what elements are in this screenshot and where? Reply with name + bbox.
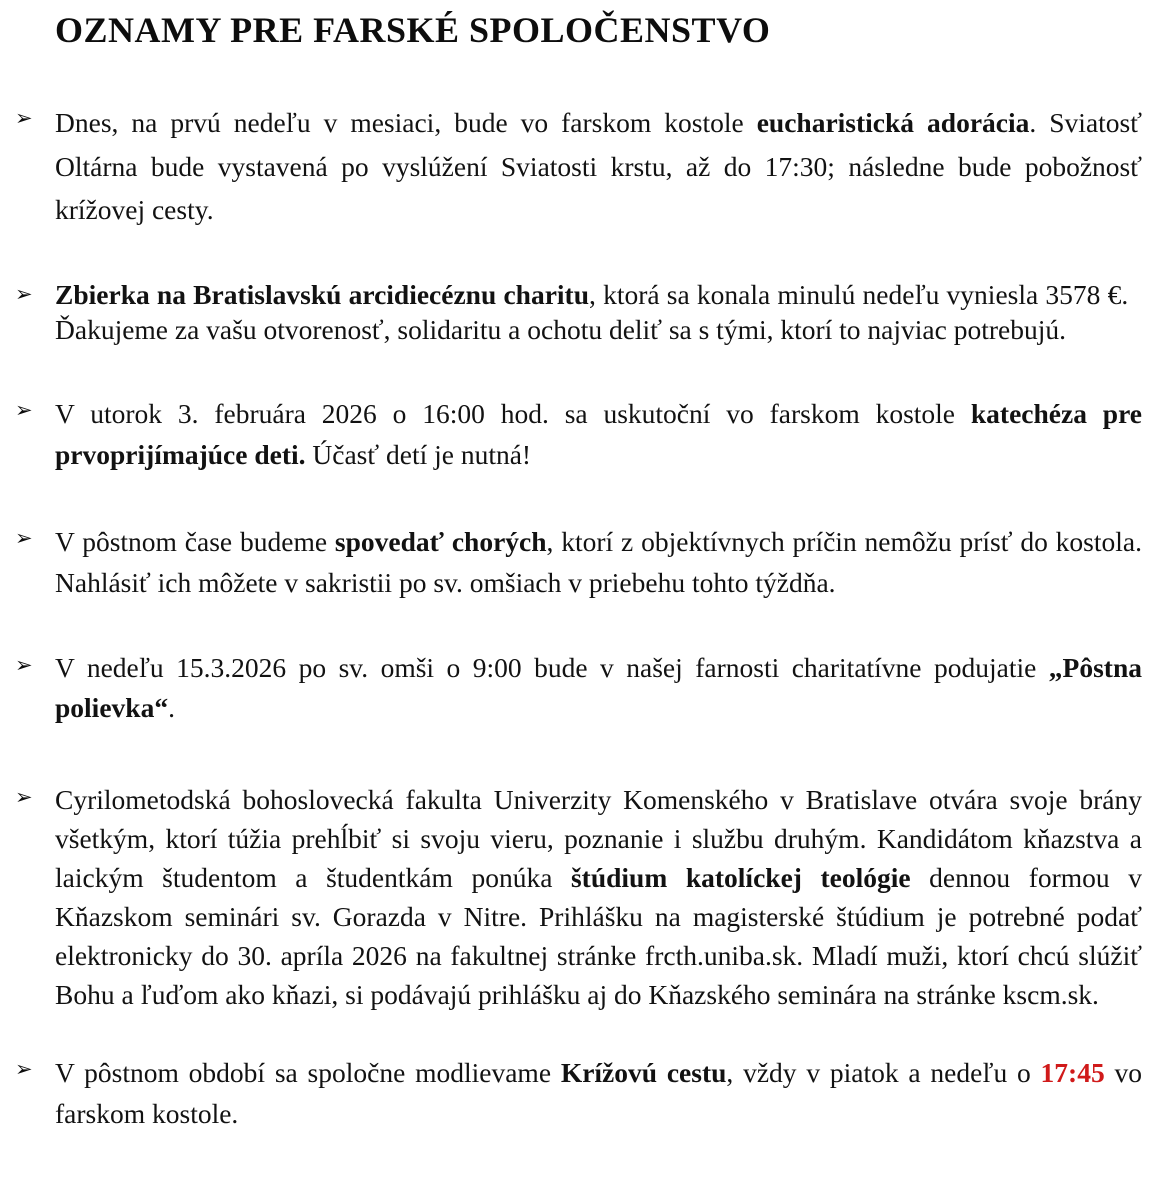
announcement-text [55,780,1142,1014]
announcement-item [15,277,1142,349]
page-title: OZNAMY PRE FARSKÉ SPOLOČENSTVO [55,10,771,50]
announcement-item [15,101,1142,231]
text-segment: Účasť detí je nutná! [305,439,532,471]
announcement-item [15,521,1142,604]
text-segment: V nedeľu 15.3.2026 po sv. omši o 9:00 bude v našej farnosti charitatívne podujatie [55,652,1049,684]
text-segment: vo farskom kostole. [55,1057,1143,1130]
text-segment: V utorok 3. februára 2026 o 16:00 hod. sa uskutoční vo farskom kostole [55,398,971,430]
announcement-list [15,101,1142,1134]
bullet-arrow-icon: ➢ [15,784,33,809]
text-segment-emphasis: eucharistická adorácia [756,107,1030,139]
bullet-arrow-icon: ➢ [15,281,33,306]
bullet-arrow-icon: ➢ [15,525,33,550]
text-segment-emphasis: 17:45 [1040,1057,1105,1089]
announcement-text [55,1052,1142,1135]
text-segment-emphasis: Krížovú cestu [560,1057,727,1089]
text-segment: V pôstnom čase budeme [55,525,335,557]
announcement-item [15,1052,1142,1135]
text-segment-emphasis: „Pôstna polievka“ [55,652,1142,724]
bullet-arrow-icon: ➢ [15,398,33,423]
text-segment: , ktorí z objektívnych príčin nemôžu prísť do kostola. Nahlásiť ich môžete v sakristii po sv. omšiach v priebehu tohto týždňa. [55,525,1142,598]
text-segment: . [168,692,175,724]
announcement-text [55,101,1142,231]
announcement-item [15,393,1142,476]
bullet-arrow-icon: ➢ [15,1057,33,1082]
text-segment: , ktorá sa konala minulú nedeľu vyniesla 3578 €. Ďakujeme za vašu otvorenosť, solidaritu a ochotu deliť sa s tými, ktorí to najviac potrebujú. [55,278,1142,346]
bullet-arrow-icon: ➢ [15,106,33,131]
announcement-text [55,648,1142,728]
announcement-item [15,648,1142,728]
text-segment-emphasis: Zbierka na Bratislavskú arcidiecéznu charitu [55,278,590,310]
text-segment: Dnes, na prvú nedeľu v mesiaci, bude vo farskom kostole [55,107,757,139]
text-segment-emphasis: katechéza pre prvoprijímajúce deti. [55,398,1143,471]
announcement-text [55,393,1142,476]
text-segment: . Sviatosť Oltárna bude vystavená po vyslúžení Sviatosti krstu, až do 17:30; následne bude pobožnosť krížovej cesty. [55,107,1142,226]
announcement-text [55,521,1142,604]
announcement-text [55,277,1142,349]
text-segment: , vždy v piatok a nedeľu o [726,1057,1041,1089]
text-segment-emphasis: spovedať chorých [334,525,547,557]
text-segment: Cyrilometodská bohoslovecká fakulta Univerzity Komenského v Bratislave otvára svoje brány všetkým, ktorí túžia prehĺbiť si svoju vieru, poznanie i službu druhým. Kandidátom kňazstva a laickým študentom a študentkám ponúka [55,783,1142,894]
text-segment: V pôstnom období sa spoločne modlievame [55,1057,561,1089]
text-segment: dennou formou v Kňazskom seminári sv. Gorazda v Nitre. Prihlášku na magisterské štúdium je potrebné podať elektronicky do 30. apríla 2026 na fakultnej stránke frcth.uniba.sk. Mladí muži, ktorí chcú slúžiť Bohu a ľuďom ako kňazi, si podávajú prihlášku aj do Kňazského seminára na stránke kscm.sk. [55,862,1142,1011]
text-segment-emphasis: štúdium katolíckej teológie [570,862,911,894]
announcement-item [15,780,1142,1014]
bullet-arrow-icon: ➢ [15,653,33,678]
